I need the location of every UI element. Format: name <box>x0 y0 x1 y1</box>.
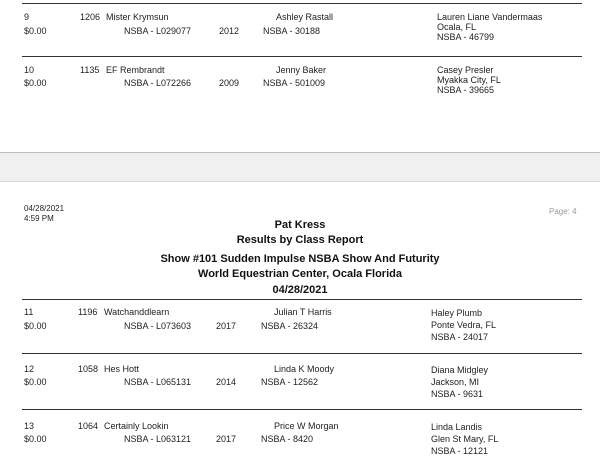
horse-name: EF Rembrandt <box>106 65 165 75</box>
back-number: 1064 <box>78 421 99 431</box>
horse-nsba: NSBA - L072266 <box>124 78 192 88</box>
venue-title: World Equestrian Center, Ocala Florida <box>198 268 402 280</box>
horse-nsba: NSBA - L073603 <box>124 321 192 331</box>
rider-name: Jenny Baker <box>276 65 327 75</box>
place: 13 <box>24 421 35 431</box>
hr-top <box>22 3 582 4</box>
rider-nsba: NSBA - 8420 <box>261 434 314 444</box>
report-date: 04/28/2021 <box>24 204 65 213</box>
place: 9 <box>24 12 30 22</box>
place: 10 <box>24 65 35 75</box>
hr-between-12-13 <box>22 409 582 410</box>
rider-nsba: NSBA - 501009 <box>263 78 326 88</box>
earnings: $0.00 <box>24 26 47 36</box>
report-title: Results by Class Report <box>236 234 364 246</box>
year: 2017 <box>216 321 237 331</box>
owner-nsba: NSBA - 39665 <box>437 85 495 95</box>
back-number: 1135 <box>80 65 100 75</box>
hr-header <box>22 299 582 300</box>
owner-nsba: NSBA - 46799 <box>437 32 495 42</box>
year: 2012 <box>219 26 240 36</box>
owner-city: Ponte Vedra, FL <box>431 320 497 330</box>
earnings: $0.00 <box>24 377 47 387</box>
year: 2009 <box>219 78 240 88</box>
page-break <box>0 152 600 182</box>
rider-name: Ashley Rastall <box>276 12 334 22</box>
show-date: 04/28/2021 <box>272 284 328 296</box>
owner-city: Jackson, MI <box>431 377 480 387</box>
owner-title: Pat Kress <box>274 219 326 231</box>
owner-city: Myakka City, FL <box>437 75 501 85</box>
owner-city: Ocala, FL <box>437 22 477 32</box>
rider-nsba: NSBA - 30188 <box>263 26 321 36</box>
back-number: 1058 <box>78 364 99 374</box>
owner-name: Lauren Liane Vandermaas <box>437 12 543 22</box>
rider-nsba: NSBA - 12562 <box>261 377 319 387</box>
place: 11 <box>24 307 34 317</box>
earnings: $0.00 <box>24 78 47 88</box>
horse-name: Hes Hott <box>104 364 140 374</box>
year: 2014 <box>216 377 237 387</box>
earnings: $0.00 <box>24 321 47 331</box>
owner-nsba: NSBA - 9631 <box>431 389 484 399</box>
earnings: $0.00 <box>24 434 47 444</box>
place: 12 <box>24 364 35 374</box>
hr-between-11-12 <box>22 353 582 354</box>
owner-name: Linda Landis <box>431 422 483 432</box>
report-time: 4:59 PM <box>24 214 54 223</box>
hr-between-9-10 <box>22 56 582 57</box>
horse-name: Certainly Lookin <box>104 421 169 431</box>
rider-name: Linda K Moody <box>274 364 335 374</box>
back-number: 1196 <box>78 307 98 317</box>
year: 2017 <box>216 434 237 444</box>
horse-name: Watchanddlearn <box>104 307 170 317</box>
show-title: Show #101 Sudden Impulse NSBA Show And Futurity <box>160 253 440 265</box>
horse-nsba: NSBA - L063121 <box>124 434 192 444</box>
horse-name: Mister Krymsun <box>106 12 169 22</box>
rider-name: Price W Morgan <box>274 421 339 431</box>
horse-nsba: NSBA - L065131 <box>124 377 192 387</box>
owner-name: Casey Presler <box>437 65 494 75</box>
owner-nsba: NSBA - 24017 <box>431 332 489 342</box>
back-number: 1206 <box>80 12 101 22</box>
owner-nsba: NSBA - 12121 <box>431 446 489 456</box>
horse-nsba: NSBA - L029077 <box>124 26 192 36</box>
rider-nsba: NSBA - 26324 <box>261 321 319 331</box>
owner-name: Diana Midgley <box>431 365 489 375</box>
rider-name: Julian T Harris <box>274 307 332 317</box>
page-number: Page: 4 <box>549 207 577 216</box>
owner-name: Haley Plumb <box>431 308 483 318</box>
owner-city: Glen St Mary, FL <box>431 434 499 444</box>
